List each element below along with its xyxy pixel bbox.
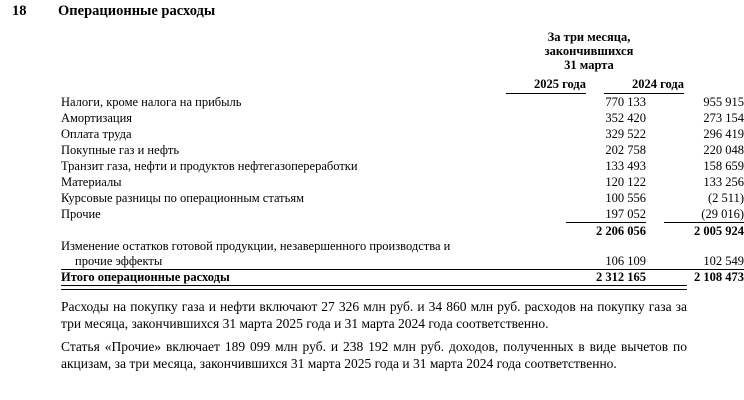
value-2025: 202 758 — [605, 143, 646, 157]
row-label: Транзит газа, нефти и продуктов нефтегазопереработки — [61, 159, 358, 173]
total-row — [61, 270, 744, 285]
column-header-line3: 31 марта — [564, 58, 614, 72]
total-double-underline — [61, 285, 687, 290]
section-number: 18 — [12, 3, 27, 19]
table-row — [61, 207, 744, 222]
table-row — [61, 111, 744, 126]
total-label: Итого операционные расходы — [61, 270, 230, 284]
table-row — [61, 191, 744, 206]
row-label: Оплата труда — [61, 127, 132, 141]
table-row — [61, 143, 744, 158]
change-row-line1 — [61, 239, 687, 254]
note-paragraph-1: Расходы на покупку газа и нефти включают 27 326 млн руб. и 34 860 млн руб. расходов на покупку газа за три месяца, закончившихся 31 марта 2025 года и 31 марта 2024 года соответственно. — [61, 299, 687, 331]
value-2025: 329 522 — [605, 127, 646, 141]
table-row — [61, 127, 744, 142]
row-label: Налоги, кроме налога на прибыль — [61, 95, 242, 109]
change-row-label-1: Изменение остатков готовой продукции, незавершенного производства и — [61, 239, 451, 253]
value-2024: 296 419 — [703, 127, 744, 141]
value-2025: 197 052 — [566, 207, 646, 223]
note-paragraph-2: Статья «Прочие» включает 189 099 млн руб. и 238 192 млн руб. доходов, полученных в виде вычетов по акцизам, за три месяца, закончившихся 31 марта 2025 года и 31 марта 2024 года соответственно. — [61, 339, 687, 371]
year-2025-header: 2025 года — [506, 77, 586, 94]
value-2025: 133 493 — [605, 159, 646, 173]
value-2025: 120 122 — [605, 175, 646, 189]
subtotal-2025: 2 206 056 — [596, 224, 646, 238]
subtotal-row — [61, 224, 744, 239]
value-2025: 100 556 — [605, 191, 646, 205]
total-2025: 2 312 165 — [596, 270, 646, 284]
table-row — [61, 159, 744, 174]
change-value-2025: 106 109 — [566, 254, 646, 270]
change-row — [61, 254, 744, 269]
value-2024: 273 154 — [703, 111, 744, 125]
value-2024: 133 256 — [703, 175, 744, 189]
column-header-line1: За три месяца, — [547, 30, 631, 44]
column-header — [506, 30, 672, 72]
change-row-label-2: прочие эффекты — [75, 254, 163, 268]
value-2024: (2 511) — [708, 191, 744, 205]
row-label: Материалы — [61, 175, 122, 189]
value-2024: (29 016) — [664, 207, 744, 223]
value-2024: 955 915 — [703, 95, 744, 109]
table-row — [61, 95, 744, 110]
value-2025: 770 133 — [605, 95, 646, 109]
section-heading — [12, 3, 215, 20]
value-2025: 352 420 — [605, 111, 646, 125]
total-2024: 2 108 473 — [694, 270, 744, 284]
change-value-2024: 102 549 — [664, 254, 744, 270]
section-title: Операционные расходы — [58, 3, 216, 19]
row-label: Прочие — [61, 207, 101, 221]
subtotal-2024: 2 005 924 — [694, 224, 744, 238]
year-2024-header: 2024 года — [604, 77, 684, 94]
value-2024: 220 048 — [703, 143, 744, 157]
row-label: Курсовые разницы по операционным статьям — [61, 191, 304, 205]
row-label: Покупные газ и нефть — [61, 143, 180, 157]
value-2024: 158 659 — [703, 159, 744, 173]
row-label: Амортизация — [61, 111, 133, 125]
column-header-line2: закончившихся — [544, 44, 634, 58]
table-row — [61, 175, 744, 190]
